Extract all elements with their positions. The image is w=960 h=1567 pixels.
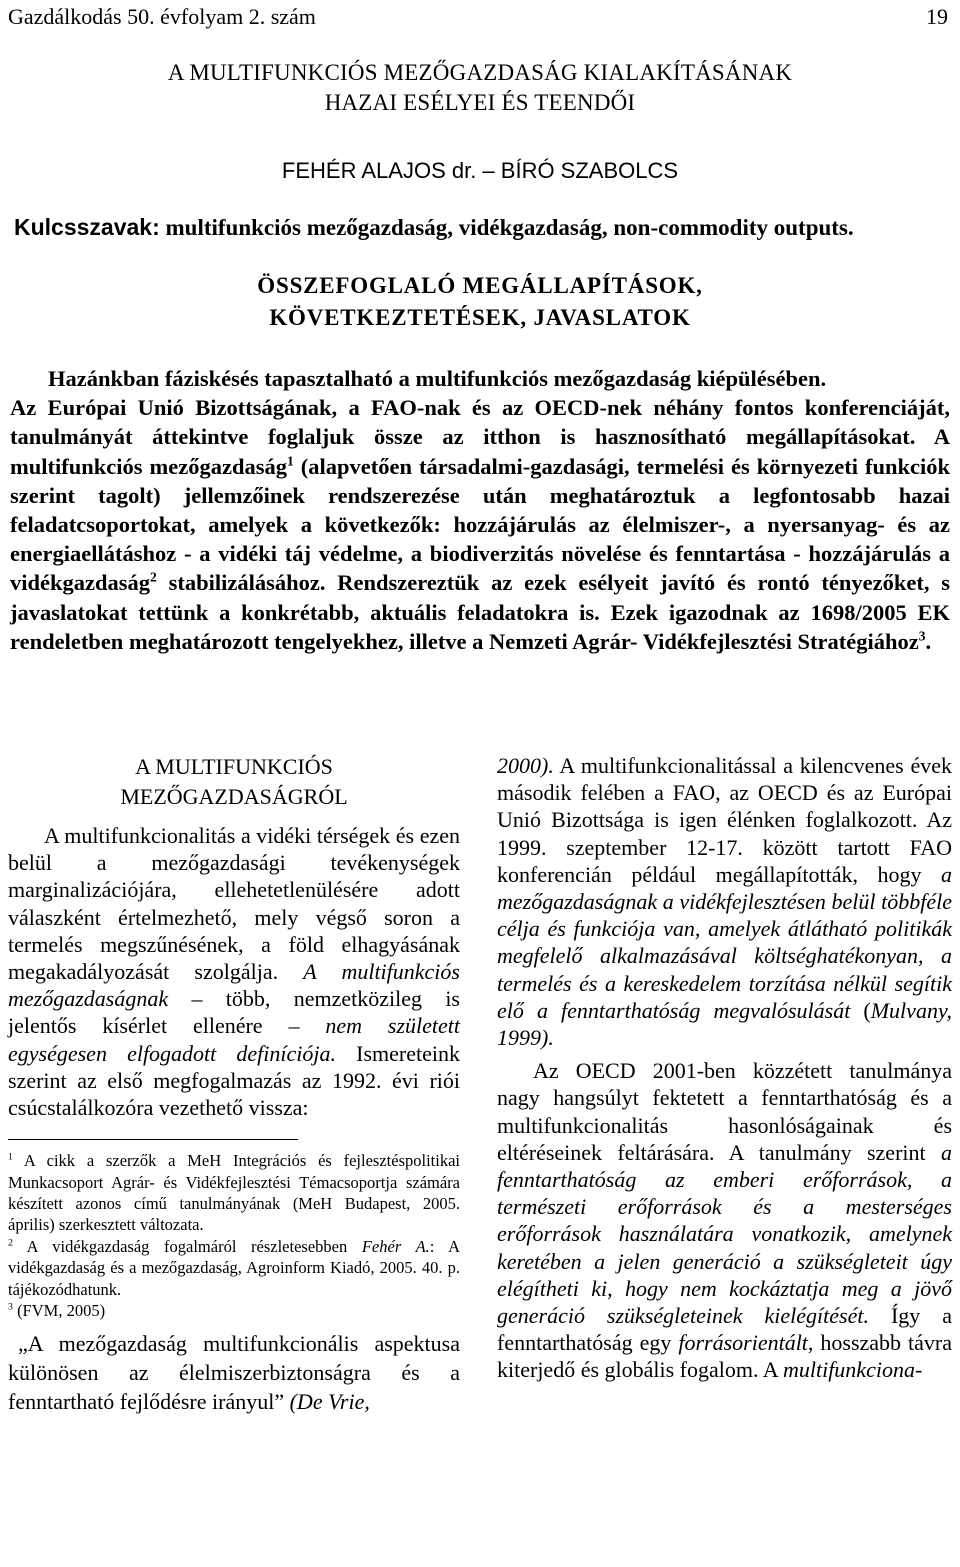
section-heading [8, 752, 460, 812]
citation-continuation: 2000). [497, 753, 554, 778]
footnote-rule [8, 1139, 298, 1140]
footnote-3-text: (FVM, 2005) [12, 1301, 106, 1321]
footnote-ref-3: 3 [918, 628, 926, 644]
footnote-2-number: 2 [8, 1237, 13, 1249]
abstract-end: . [925, 628, 932, 654]
title-line-2: HAZAI ESÉLYEI ÉS TEENDŐI [324, 90, 636, 115]
right-paragraph-1 [497, 752, 952, 1051]
keywords-label: Kulcsszavak: [14, 214, 160, 240]
footnote-1-text: A cikk a szerzők a MeH Integrációs és fejlesztéspolitikai Munkacsoport Agrár- és Vidékfejlesztési Témacsoportja számára készített azonos című tanulmányának (MeH Budapest, 2005. április) szerkesztett változata. [8, 1151, 460, 1235]
left-italic-1: A multifunkciós mezőgazdaságnak [8, 959, 460, 1012]
quote-citation: (De Vrie, [289, 1389, 370, 1415]
abstract-first-sentence: Hazánkban fáziskésés tapasztalható a multifunkciós mezőgazdaság kiépülésében. [48, 366, 827, 391]
authors: FEHÉR ALAJOS dr. – BÍRÓ SZABOLCS [281, 158, 679, 183]
footnote-2 [8, 1236, 460, 1300]
abstract-body [10, 393, 950, 656]
page-number: 19 [926, 4, 948, 29]
footnote-1 [8, 1150, 460, 1236]
mulvany-citation: Mulvany, 1999). [497, 997, 952, 1051]
title-line-1: A MULTIFUNKCIÓS MEZŐGAZDASÁG KIALAKÍTÁSÁNAK [167, 60, 793, 85]
summary-heading-line-1: ÖSSZEFOGLALÓ MEGÁLLAPÍTÁSOK, [257, 273, 703, 298]
footnote-ref-1: 1 [287, 453, 294, 469]
rio-quote [8, 1329, 460, 1416]
footnote-2-author: Fehér A. [361, 1236, 430, 1256]
abstract [10, 364, 950, 656]
right-text-1: A multifunkcionalitással a kilencvenes évek második felében a FAO, az OECD és az Európai Unió Bizottsága is igen élénken foglalkozott. Az 1999. szeptember 12-17. között tartott FAO konferencián például megállapították, hogy [497, 753, 952, 887]
footnote-1-number: 1 [8, 1151, 13, 1163]
left-text-1: A multifunkcionalitás a vidéki térségek és ezen belül a mezőgazdasági tevékenységek marginalizációjára, ellehetetlenülésére adott válaszként értelmezhető, mely végső soron a termelés megszűnésének, a föld elhagyásának megakadályozását szolgálja. [8, 823, 460, 985]
abstract-part-1: Az Európai Unió Bizottságának, a FAO-nak és az OECD-nek néhány fontos konferenciáját, tanulmányát áttekintve foglaljuk össze az itthon is hasznosítható megállapításokat. A multifunkciós mezőgazdaság [10, 395, 950, 479]
left-italic-2: nem született egységesen elfogadott definíciója. [8, 1013, 460, 1066]
fao-finding: a mezőgazdaságnak a vidékfejlesztésen belül többféle célja és funkciója van, amelyek átlátható politikák megfelelő alkalmazásával költséghatékonyan, a termelés és a kereskedelem torzítása nélkül segítik elő a fenntarthatóság megvalósulását [497, 861, 952, 1023]
quote-text: „A mezőgazdaság multifunkcionális aspektusa különösen az élelmiszerbiztonságra és a fenntartható fejlődésre irányul” [8, 1331, 460, 1415]
resource-oriented: forrásorientált [678, 1330, 808, 1356]
right-paragraph-2 [497, 1057, 952, 1383]
multifunctionality-word: multifunkciona- [782, 1357, 923, 1383]
left-text-2: – több, nemzetközileg is jelentős kísérlet ellenére – [8, 986, 460, 1039]
running-header [8, 4, 952, 34]
summary-heading [0, 270, 960, 334]
journal-name: Gazdálkodás 50. évfolyam 2. szám [8, 4, 316, 29]
footnote-3 [8, 1300, 460, 1321]
article-title [0, 58, 960, 118]
footnotes [8, 1150, 460, 1321]
abstract-part-3: stabilizálásához. Rendszereztük az ezek esélyeit javító és rontó tényezőket, s javaslatokat tettünk a konkrétabb, aktuális feladatokra is. Ezek igazodnak az 1698/2005 EK rendeletben meghatározott tengelyekhez, illetve a Nemzeti Agrár- Vidékfejlesztési Stratégiához [10, 570, 950, 654]
keywords [14, 214, 854, 241]
left-paragraph [8, 822, 460, 1121]
right-column [497, 752, 952, 1384]
keywords-text: multifunkciós mezőgazdaság, vidékgazdaság, non-commodity outputs. [159, 215, 854, 240]
left-text-3: Ismereteink szerint az első megfogalmazás az 1992. évi riói csúcstalálkozóra vezethető vissza: [8, 1040, 460, 1121]
right-text-5: , hosszabb távra kiterjedő és globális fogalom. A [497, 1330, 953, 1383]
sustainability-definition: a fenntarthatóság az emberi erőforrások, a természeti erőforrások és a mesterséges erőforrások használatára vonatkozik, amelynek keretében a jelen generáció a szükségleteit úgy elégítheti ki, hogy nem kockáztatja meg a jövő generáció szükségleteinek kielégítését. [497, 1139, 952, 1329]
footnote-3-number: 3 [8, 1301, 13, 1313]
right-text-2: ( [850, 997, 871, 1023]
section-heading-line-2: MEZŐGAZDASÁGRÓL [120, 784, 348, 809]
right-text-4: Így a fenntarthatóság egy [497, 1303, 952, 1356]
section-heading-line-1: A MULTIFUNKCIÓS [135, 754, 333, 779]
footnote-2-text-b: : A vidékgazdaság és a mezőgazdaság, Agroinform Kiadó, 2005. 40. p. tájékozódhatunk. [8, 1236, 460, 1299]
abstract-part-2: (alapvetően társadalmi-gazdasági, termelési és környezeti funkciók szerint tagolt) jellemzőinek rendszerezése után meghatároztuk a legfontosabb hazai feladatcsoportokat, amelyek a következők: hozzájárulás az élelmiszer-, a nyersanyag- és az energiaellátáshoz - a vidéki táj védelme, a biodiverzitás növelése és fenntartása - hozzájárulás a vidékgazdaság [10, 453, 950, 596]
footnote-2-text-a: A vidékgazdaság fogalmáról részletesebben [12, 1236, 362, 1256]
right-text-3: Az OECD 2001-ben közzétett tanulmánya nagy hangsúlyt fektetett a fenntarthatóság és a multifunkcionalitás hasonlóságainak és eltéréseinek feltárására. A tanulmány szerint [497, 1058, 952, 1165]
summary-heading-line-2: KÖVETKEZTETÉSEK, JAVASLATOK [269, 305, 691, 330]
footnote-ref-2: 2 [150, 569, 157, 585]
left-column [8, 752, 460, 1438]
